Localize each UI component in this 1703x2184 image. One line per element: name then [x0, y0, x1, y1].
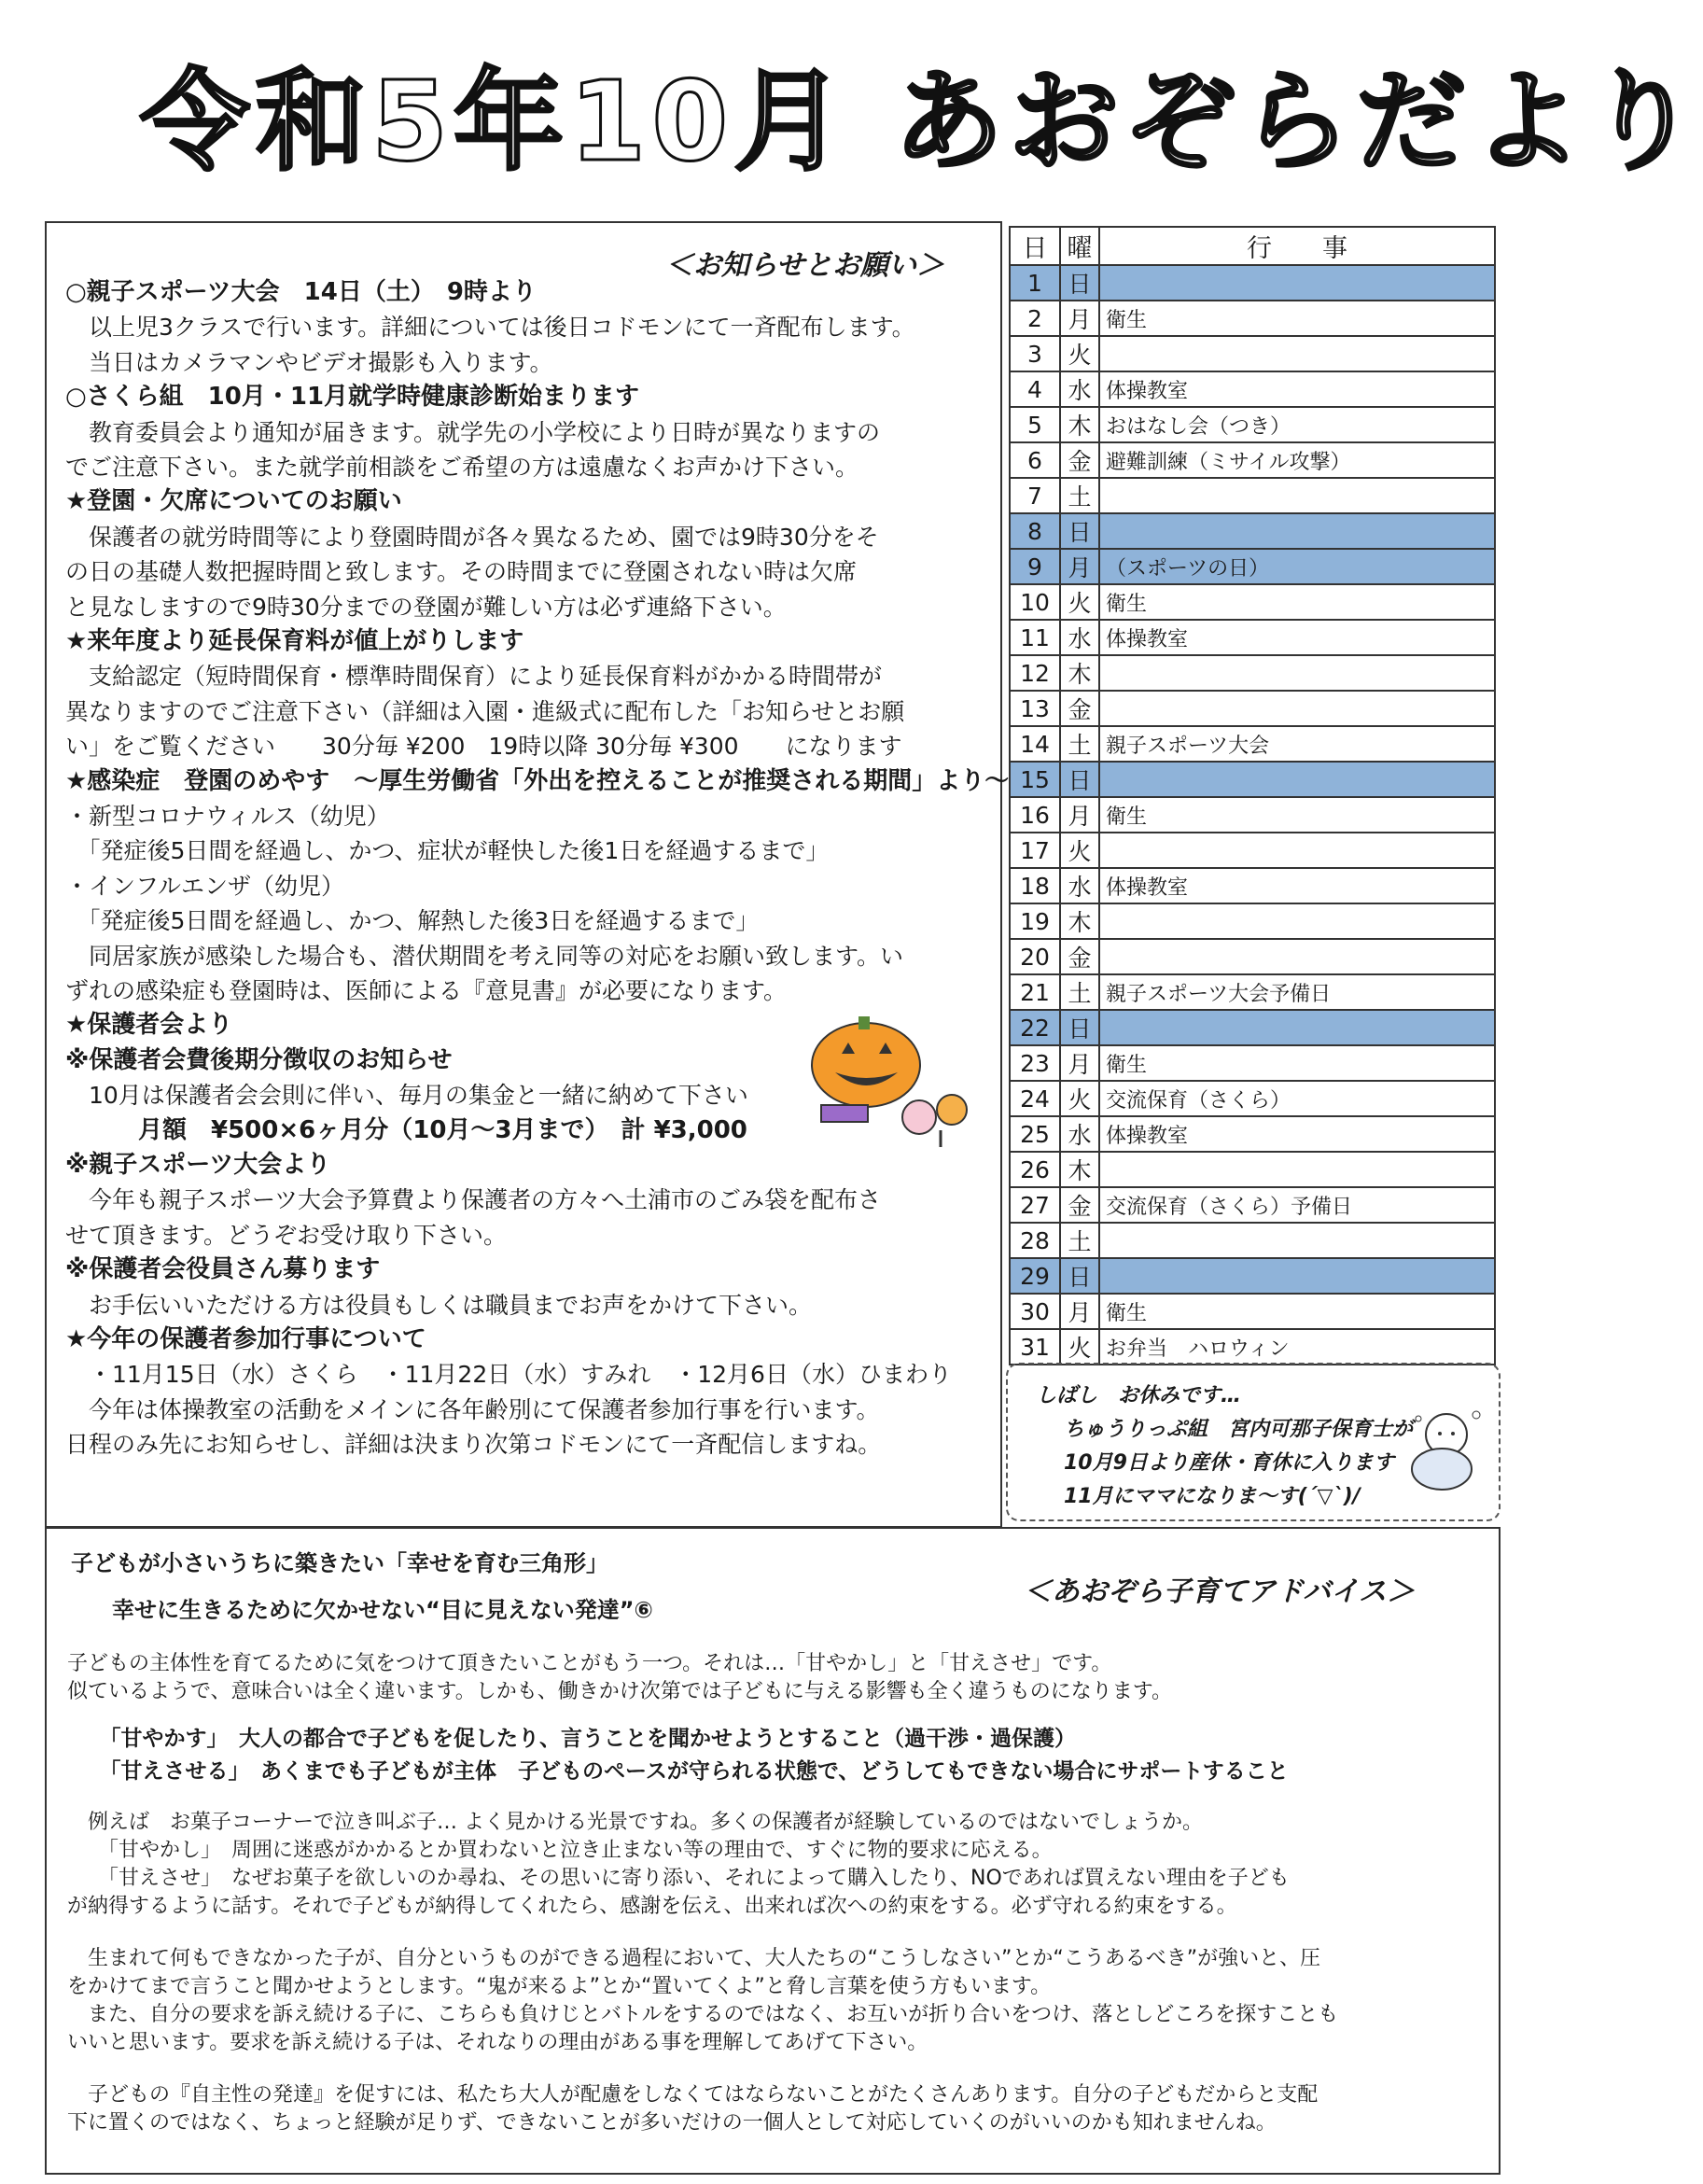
leave-notice-box	[1006, 1363, 1501, 1521]
notice-line: と見なしますので9時30分までの登園が難しい方は必ず連絡下さい。	[65, 593, 787, 621]
calendar-weekday: 月	[1060, 797, 1099, 833]
calendar-weekday: 水	[1060, 868, 1099, 903]
leave-line-3: 10月9日より産休・育休に入ります	[1064, 1451, 1394, 1475]
calendar-weekday: 月	[1060, 1045, 1099, 1081]
header-weekday: 曜	[1060, 227, 1099, 265]
calendar-day: 24	[1010, 1081, 1060, 1116]
notice-line: 「発症後5日間を経過し、かつ、解熱した後3日を経過するまで」	[65, 907, 760, 935]
calendar-row	[1010, 939, 1495, 974]
calendar-day: 12	[1010, 655, 1060, 691]
baby-illustration-icon	[1400, 1402, 1488, 1495]
calendar-row	[1010, 726, 1495, 762]
calendar-event: 衛生	[1099, 1045, 1495, 1081]
calendar-event: 体操教室	[1099, 1116, 1495, 1152]
notice-line: 今年も親子スポーツ大会予算費より保護者の方々へ土浦市のごみ袋を配布さ	[65, 1186, 882, 1214]
notice-line: ・11月15日（水）さくら ・11月22日（水）すみれ ・12月6日（水）ひまわり	[65, 1361, 952, 1389]
advice-line: をかけてまで言うこと聞かせようとします。“鬼が来るよ”とか“置いてくよ”と脅し言葉を使う方もいます。	[67, 1975, 1052, 1998]
calendar-day: 18	[1010, 868, 1060, 903]
calendar-event: 親子スポーツ大会予備日	[1099, 974, 1495, 1010]
calendar-row	[1010, 336, 1495, 371]
calendar-row	[1010, 974, 1495, 1010]
calendar-weekday: 火	[1060, 1329, 1099, 1365]
leave-line-1: しばし お休みです…	[1036, 1384, 1242, 1407]
notice-line: 10月は保護者会会則に伴い、毎月の集金と一緒に納めて下さい	[65, 1082, 748, 1110]
calendar-row	[1010, 1010, 1495, 1045]
leave-line-2: ちゅうりっぷ組 宮内可那子保育士が	[1064, 1418, 1414, 1441]
calendar-event: 親子スポーツ大会	[1099, 726, 1495, 762]
calendar-day: 29	[1010, 1258, 1060, 1294]
notice-line: 異なりますのでご注意下さい（詳細は入園・進級式に配布した「お知らせとお願	[65, 697, 905, 725]
calendar-row	[1010, 762, 1495, 797]
calendar-event: 体操教室	[1099, 371, 1495, 407]
calendar-day: 21	[1010, 974, 1060, 1010]
calendar-event: おはなし会（つき）	[1099, 407, 1495, 442]
notice-line: ★来年度より延長保育料が値上がりします	[65, 627, 524, 655]
calendar-row	[1010, 584, 1495, 620]
calendar-weekday: 日	[1060, 513, 1099, 549]
calendar-event	[1099, 1223, 1495, 1258]
notice-line: お手伝いいただける方は役員もしくは職員までお声をかけて下さい。	[65, 1291, 813, 1319]
calendar-weekday: 水	[1060, 371, 1099, 407]
calendar-row	[1010, 1081, 1495, 1116]
calendar-event: 衛生	[1099, 797, 1495, 833]
calendar-row	[1010, 868, 1495, 903]
advice-heading: ＜あおぞら子育てアドバイス＞	[1023, 1575, 1415, 1608]
calendar-weekday: 火	[1060, 336, 1099, 371]
calendar-row	[1010, 513, 1495, 549]
calendar-weekday: 金	[1060, 691, 1099, 726]
calendar-day: 13	[1010, 691, 1060, 726]
notice-line: ○さくら組 10月・11月就学時健康診断始まります	[65, 383, 640, 412]
notice-line: 保護者の就労時間等により登園時間が各々異なるため、園では9時30分をそ	[65, 523, 879, 551]
calendar-event	[1099, 833, 1495, 868]
calendar-row	[1010, 442, 1495, 478]
advice-line: 例えば お菓子コーナーで泣き叫ぶ子… よく見かける光景ですね。多くの保護者が経験しているのではないでしょうか。	[67, 1811, 1203, 1834]
calendar-event: 衛生	[1099, 584, 1495, 620]
calendar-event	[1099, 265, 1495, 301]
notice-line: ずれの感染症も登園時は、医師による『意見書』が必要になります。	[65, 977, 788, 1004]
calendar-day: 10	[1010, 584, 1060, 620]
calendar-day: 3	[1010, 336, 1060, 371]
event-calendar	[1009, 226, 1496, 1365]
advice-line: 子どもの『自主性の発達』を促すには、私たち大人が配慮をしなくてはならないことがたくさんあります。自分の子どもだからと支配	[67, 2083, 1319, 2107]
advice-line: いいと思います。要求を訴え続ける子は、それなりの理由がある事を理解してあげて下さい。	[67, 2031, 928, 2054]
notice-line: ★今年の保護者参加行事について	[65, 1325, 426, 1353]
notice-line: 今年は体操教室の活動をメインに各年齢別にて保護者参加行事を行います。	[65, 1395, 880, 1423]
advice-line: 「甘えさせ」 なぜお菓子を欲しいのか尋ね、その思いに寄り添い、それによって購入したり、NOであれば買えない理由を子ども	[67, 1867, 1290, 1890]
advice-subtitle-1: 子どもが小さいうちに築きたい「幸せを育む三角形」	[71, 1550, 608, 1576]
calendar-weekday: 金	[1060, 1187, 1099, 1223]
advice-line: また、自分の要求を訴え続ける子に、こちらも負けじとバトルをするのではなく、お互いが折り合いをつけ、落としどころを探すことも	[67, 2003, 1339, 2026]
calendar-weekday: 木	[1060, 903, 1099, 939]
calendar-row	[1010, 833, 1495, 868]
calendar-day: 14	[1010, 726, 1060, 762]
advice-line: が納得するように話す。それで子どもが納得してくれたら、感謝を伝え、出来れば次への約束をする。必ず守れる約束をする。	[67, 1895, 1237, 1918]
calendar-row	[1010, 620, 1495, 655]
calendar-event	[1099, 1152, 1495, 1187]
calendar-row	[1010, 549, 1495, 584]
calendar-weekday: 土	[1060, 726, 1099, 762]
calendar-weekday: 金	[1060, 939, 1099, 974]
calendar-weekday: 日	[1060, 265, 1099, 301]
calendar-day: 2	[1010, 301, 1060, 336]
calendar-row	[1010, 1187, 1495, 1223]
calendar-day: 25	[1010, 1116, 1060, 1152]
calendar-weekday: 月	[1060, 1294, 1099, 1329]
calendar-day: 17	[1010, 833, 1060, 868]
calendar-event: 避難訓練（ミサイル攻撃）	[1099, 442, 1495, 478]
calendar-weekday: 火	[1060, 833, 1099, 868]
calendar-day: 26	[1010, 1152, 1060, 1187]
calendar-weekday: 木	[1060, 655, 1099, 691]
advice-line: 似ているようで、意味合いは全く違います。しかも、働きかけ次第では子どもに与える影響も全く違うものになります。	[67, 1680, 1173, 1703]
calendar-day: 28	[1010, 1223, 1060, 1258]
calendar-row	[1010, 1294, 1495, 1329]
calendar-weekday: 水	[1060, 620, 1099, 655]
advice-line: 子どもの主体性を育てるために気をつけて頂きたいことがもう一つ。それは…「甘やかし」と「甘えさせ」です。	[67, 1652, 1112, 1675]
calendar-day: 16	[1010, 797, 1060, 833]
advice-line: 「甘やかし」 周囲に迷惑がかかるとか買わないと泣き止まない等の理由で、すぐに物的要求に応える。	[67, 1839, 1053, 1862]
calendar-weekday: 日	[1060, 1258, 1099, 1294]
calendar-event	[1099, 691, 1495, 726]
calendar-weekday: 木	[1060, 407, 1099, 442]
calendar-weekday: 金	[1060, 442, 1099, 478]
page-title: 令和5年10月 あおぞらだより	[140, 57, 1703, 186]
calendar-row	[1010, 301, 1495, 336]
calendar-row	[1010, 903, 1495, 939]
calendar-row	[1010, 407, 1495, 442]
notice-line: でご注意下さい。また就学前相談をご希望の方は遠慮なくお声かけ下さい。	[65, 454, 859, 481]
calendar-row	[1010, 1223, 1495, 1258]
advice-subtitle-2: 幸せに生きるために欠かせない“目に見えない発達”⑥	[112, 1597, 653, 1623]
calendar-day: 1	[1010, 265, 1060, 301]
calendar-row	[1010, 1258, 1495, 1294]
calendar-weekday: 土	[1060, 1223, 1099, 1258]
calendar-day: 6	[1010, 442, 1060, 478]
calendar-row	[1010, 1045, 1495, 1081]
calendar-day: 9	[1010, 549, 1060, 584]
advice-line: 「甘やかす」 大人の都合で子どもを促したり、言うことを聞かせようとすること（過干渉・過保護）	[67, 1727, 1076, 1751]
notice-line: ★保護者会より	[65, 1011, 233, 1040]
notice-line: ・インフルエンザ（幼児）	[65, 872, 345, 900]
halloween-pumpkin-icon	[803, 1007, 989, 1147]
calendar-row	[1010, 655, 1495, 691]
calendar-event: お弁当 ハロウィン	[1099, 1329, 1495, 1365]
calendar-day: 8	[1010, 513, 1060, 549]
notice-line: 月額 ¥500×6ヶ月分（10月～3月まで） 計 ¥3,000	[65, 1115, 747, 1144]
calendar-day: 19	[1010, 903, 1060, 939]
calendar-weekday: 月	[1060, 301, 1099, 336]
calendar-event: （スポーツの日）	[1099, 549, 1495, 584]
advice-line: 下に置くのではなく、ちょっと経験が足りず、できないことが多いだけの一個人として対応していくのがいいのかも知れませんね。	[67, 2111, 1277, 2135]
calendar-weekday: 月	[1060, 549, 1099, 584]
notice-line: 支給認定（短時間保育・標準時間保育）により延長保育料がかかる時間帯が	[65, 663, 883, 691]
calendar-day: 31	[1010, 1329, 1060, 1365]
calendar-event: 衛生	[1099, 1294, 1495, 1329]
notice-line: 日程のみ先にお知らせし、詳細は決まり次第コドモンにて一斉配信しますね。	[65, 1431, 882, 1459]
calendar-event	[1099, 762, 1495, 797]
notices-box	[45, 221, 1010, 1528]
calendar-day: 27	[1010, 1187, 1060, 1223]
header-day: 日	[1010, 227, 1060, 265]
calendar-weekday: 土	[1060, 478, 1099, 513]
calendar-day: 5	[1010, 407, 1060, 442]
advice-line: 生まれて何もできなかった子が、自分というものができる過程において、大人たちの“こうしなさい”とか“こうあるべき”が強いと、圧	[67, 1947, 1321, 1970]
notice-line: 同居家族が感染した場合も、潜伏期間を考え同等の対応をお願い致します。い	[65, 942, 904, 970]
calendar-event: 交流保育（さくら）	[1099, 1081, 1495, 1116]
calendar-weekday: 水	[1060, 1116, 1099, 1152]
calendar-row	[1010, 265, 1495, 301]
calendar-row	[1010, 371, 1495, 407]
notice-line: せて頂きます。どうぞお受け取り下さい。	[65, 1221, 508, 1249]
calendar-event	[1099, 1010, 1495, 1045]
calendar-event	[1099, 939, 1495, 974]
calendar-day: 11	[1010, 620, 1060, 655]
calendar-event: 衛生	[1099, 301, 1495, 336]
calendar-body	[1010, 265, 1495, 1365]
notice-line: 「発症後5日間を経過し、かつ、症状が軽快した後1日を経過するまで」	[65, 837, 830, 865]
notice-line: ・新型コロナウィルス（幼児）	[65, 803, 390, 830]
advice-box	[45, 1527, 1501, 2175]
notice-line: 当日はカメラマンやビデオ撮影も入ります。	[65, 348, 553, 376]
advice-line: 「甘えさせる」 あくまでも子どもが主体 子どものペースが守られる状態で、どうしてもできない場合にサポートすること	[67, 1759, 1289, 1784]
notice-line: い」をご覧ください 30分毎 ¥200 19時以降 30分毎 ¥300 になります	[65, 733, 902, 761]
calendar-event	[1099, 1258, 1495, 1294]
calendar-row	[1010, 797, 1495, 833]
calendar-event: 交流保育（さくら）予備日	[1099, 1187, 1495, 1223]
calendar-event	[1099, 655, 1495, 691]
calendar-weekday: 日	[1060, 762, 1099, 797]
calendar-event: 体操教室	[1099, 868, 1495, 903]
calendar-row	[1010, 478, 1495, 513]
calendar-row	[1010, 691, 1495, 726]
notice-line: ※保護者会費後期分徴収のお知らせ	[65, 1045, 453, 1074]
notice-line: ※保護者会役員さん募ります	[65, 1255, 381, 1284]
calendar-weekday: 木	[1060, 1152, 1099, 1187]
calendar-day: 22	[1010, 1010, 1060, 1045]
notice-line: 以上児3クラスで行います。詳細については後日コドモンにて一斉配布します。	[65, 314, 915, 342]
calendar-event	[1099, 478, 1495, 513]
leave-line-4: 11月にママになりま～す(´▽`)/	[1064, 1485, 1361, 1508]
calendar-event	[1099, 336, 1495, 371]
notice-line: ※親子スポーツ大会より	[65, 1151, 331, 1179]
calendar-weekday: 日	[1060, 1010, 1099, 1045]
calendar-day: 15	[1010, 762, 1060, 797]
notices-heading: ＜お知らせとお願い＞	[664, 249, 944, 282]
notice-line: ○親子スポーツ大会 14日（土） 9時より	[65, 278, 537, 306]
calendar-day: 23	[1010, 1045, 1060, 1081]
calendar-row	[1010, 1116, 1495, 1152]
calendar-row	[1010, 1329, 1495, 1365]
calendar-weekday: 火	[1060, 1081, 1099, 1116]
notice-line: ★登園・欠席についてのお願い	[65, 487, 402, 516]
calendar-row	[1010, 1152, 1495, 1187]
calendar-weekday: 火	[1060, 584, 1099, 620]
header-event: 行 事	[1099, 227, 1495, 265]
calendar-event: 体操教室	[1099, 620, 1495, 655]
notice-line: 教育委員会より通知が届きます。就学先の小学校により日時が異なりますの	[65, 418, 881, 446]
notice-line: ★感染症 登園のめやす ～厚生労働省「外出を控えることが推奨される期間」より～	[65, 766, 1010, 795]
calendar-day: 30	[1010, 1294, 1060, 1329]
calendar-day: 4	[1010, 371, 1060, 407]
calendar-event	[1099, 513, 1495, 549]
calendar-weekday: 土	[1060, 974, 1099, 1010]
notice-line: の日の基礎人数把握時間と致します。その時間までに登園されない時は欠席	[65, 558, 858, 586]
calendar-day: 20	[1010, 939, 1060, 974]
calendar-header-row	[1010, 227, 1495, 265]
calendar-event	[1099, 903, 1495, 939]
calendar-day: 7	[1010, 478, 1060, 513]
